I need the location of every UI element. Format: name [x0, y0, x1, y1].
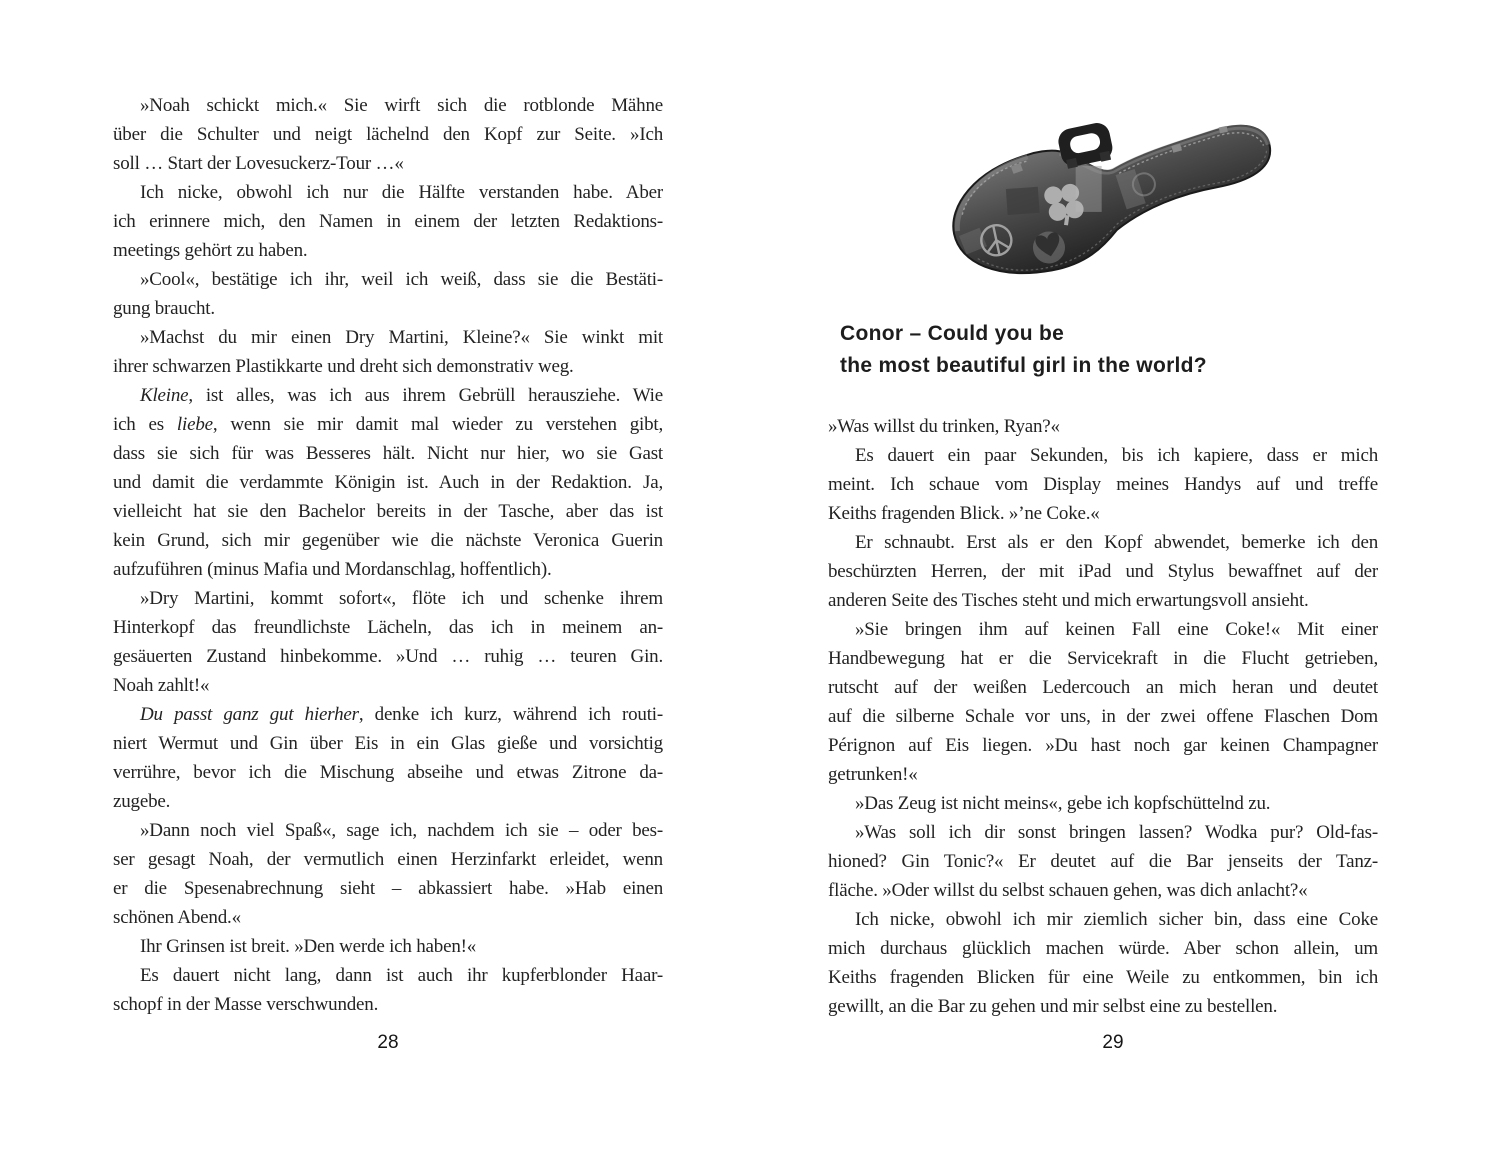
sticker-dark-square [1006, 187, 1040, 215]
text-line [113, 410, 663, 439]
body-text: Noah zahlt!« [113, 675, 210, 696]
body-text: vielleicht hat sie den Bachelor bereits in der Tasche, aber das ist [113, 501, 663, 522]
text-line [113, 91, 663, 120]
chapter-heading [840, 318, 1400, 382]
body-text: getrunken!« [828, 764, 918, 785]
text-line [113, 758, 663, 787]
body-text: Handbewegung hat er die Servicekraft in die Flucht getrieben, [828, 648, 1378, 669]
text-line [113, 526, 663, 555]
paragraph [828, 905, 1378, 1021]
body-text: »Noah schickt mich.« Sie wirft sich die rotblonde Mähne [140, 95, 663, 116]
body-text: gewillt, an die Bar zu gehen und mir selbst eine zu bestellen. [828, 996, 1278, 1017]
paragraph [113, 265, 663, 323]
text-line [828, 412, 1378, 441]
text-line [113, 729, 663, 758]
body-text: meint. Ich schaue vom Display meines Handys auf und treffe [828, 474, 1378, 495]
text-line [113, 178, 663, 207]
paragraph [113, 932, 663, 961]
text-line [113, 613, 663, 642]
body-text: niert Wermut und Gin über Eis in ein Glas gieße und vorsichtig [113, 733, 663, 754]
paragraph [113, 178, 663, 265]
body-text: gung braucht. [113, 298, 215, 319]
text-line [828, 615, 1378, 644]
text-line [113, 381, 663, 410]
text-line [113, 352, 663, 381]
italic-text: Du passt ganz gut hierher [140, 704, 359, 725]
text-line [828, 528, 1378, 557]
body-text: kein Grund, sich mir gegenüber wie die nächste Veronica Guerin [113, 530, 663, 551]
body-text: auf die silberne Schale vor uns, in der zwei offene Flaschen Dom [828, 706, 1378, 727]
body-text: »Was soll ich dir sonst bringen lassen? Wodka pur? Old-fas- [855, 822, 1378, 843]
chapter-heading-line2: the most beautiful girl in the world? [840, 354, 1207, 377]
text-line [113, 990, 663, 1019]
left-page-text-column [113, 91, 663, 1019]
text-line [113, 700, 663, 729]
body-text: soll … Start der Lovesuckerz-Tour …« [113, 153, 404, 174]
body-text: zugebe. [113, 791, 171, 812]
body-text: »Was willst du trinken, Ryan?« [828, 416, 1060, 437]
text-line [828, 818, 1378, 847]
body-text: »Sie bringen ihm auf keinen Fall eine Coke!« Mit einer [855, 619, 1378, 640]
text-line [113, 294, 663, 323]
text-line [828, 441, 1378, 470]
body-text: »Cool«, bestätige ich ihr, weil ich weiß, dass sie die Bestäti- [140, 269, 663, 290]
body-text: rutscht auf der weißen Ledercouch an mich heran und deutet [828, 677, 1378, 698]
body-text: hioned? Gin Tonic?« Er deutet auf die Bar jenseits der Tanz- [828, 851, 1378, 872]
text-line [113, 671, 663, 700]
text-line [113, 932, 663, 961]
text-line [828, 499, 1378, 528]
body-text: gesäuerten Zustand hinbekomme. »Und … ruhig … teuren Gin. [113, 646, 663, 667]
body-text: beschürzten Herren, der mit iPad und Stylus bewaffnet auf der [828, 561, 1378, 582]
body-text: ich erinnere mich, den Namen in einem der letzten Redaktions- [113, 211, 663, 232]
body-text: fläche. »Oder willst du selbst schauen gehen, was dich anlacht?« [828, 880, 1308, 901]
body-text: Es dauert nicht lang, dann ist auch ihr kupferblonder Haar- [140, 965, 663, 986]
paragraph [113, 961, 663, 1019]
body-text: Ihr Grinsen ist breit. »Den werde ich haben!« [140, 936, 477, 957]
text-line [113, 468, 663, 497]
text-line [113, 874, 663, 903]
text-line [828, 789, 1378, 818]
text-line [828, 876, 1378, 905]
text-line [828, 963, 1378, 992]
body-text: »Das Zeug ist nicht meins«, gebe ich kopfschüttelnd zu. [855, 793, 1271, 814]
body-text: ser gesagt Noah, der vermutlich einen Herzinfarkt erleidet, wenn [113, 849, 663, 870]
text-line [113, 439, 663, 468]
body-text: Er schnaubt. Erst als er den Kopf abwendet, bemerke ich den [855, 532, 1378, 553]
text-line [113, 207, 663, 236]
text-line [828, 905, 1378, 934]
paragraph [113, 323, 663, 381]
body-text: verrühre, bevor ich die Mischung abseihe und etwas Zitrone da- [113, 762, 663, 783]
text-line [828, 934, 1378, 963]
guitar-case-image [928, 82, 1308, 317]
body-text: ich es [113, 414, 177, 435]
body-text: Es dauert ein paar Sekunden, bis ich kapiere, dass er mich [855, 445, 1378, 466]
body-text: »Dry Martini, kommt sofort«, flöte ich und schenke ihrem [140, 588, 663, 609]
body-text: schopf in der Masse verschwunden. [113, 994, 379, 1015]
body-text: Pérignon auf Eis liegen. »Du hast noch gar keinen Champagner [828, 735, 1378, 756]
text-line [828, 702, 1378, 731]
text-line [113, 236, 663, 265]
italic-text: liebe [176, 414, 213, 435]
text-line [828, 586, 1378, 615]
body-text: »Machst du mir einen Dry Martini, Kleine?« Sie winkt mit [140, 327, 663, 348]
text-line [113, 120, 663, 149]
text-line [828, 644, 1378, 673]
text-line [113, 497, 663, 526]
body-text: Keiths fragenden Blick. »’ne Coke.« [828, 503, 1100, 524]
text-line [113, 584, 663, 613]
paragraph [828, 412, 1378, 441]
right-page-text-column [828, 412, 1378, 1021]
body-text: anderen Seite des Tisches steht und mich erwartungsvoll ansieht. [828, 590, 1309, 611]
body-text: und damit die verdammte Königin ist. Auch in der Redaktion. Ja, [113, 472, 663, 493]
body-text: , wenn sie mir damit mal wieder zu verstehen gibt, [212, 414, 663, 435]
text-line [113, 845, 663, 874]
paragraph [828, 818, 1378, 905]
handle [1056, 121, 1115, 170]
body-text: , ist alles, was ich aus ihrem Gebrüll herausziehe. Wie [188, 385, 663, 406]
body-text: schönen Abend.« [113, 907, 241, 928]
text-line [113, 265, 663, 294]
chapter-heading-line1: Conor – Could you be [840, 322, 1065, 345]
text-line [828, 557, 1378, 586]
body-text: Hinterkopf das freundlichste Lächeln, das ich in meinem an- [113, 617, 663, 638]
text-line [828, 992, 1378, 1021]
body-text: aufzuführen (minus Mafia und Mordanschlag, hoffentlich). [113, 559, 552, 580]
right-page-number: 29 [1102, 1032, 1124, 1053]
paragraph [828, 528, 1378, 615]
paragraph [113, 91, 663, 178]
body-text: dass sie sich für was Besseres hält. Nicht nur hier, wo sie Gast [113, 443, 663, 464]
body-text: Ich nicke, obwohl ich mir ziemlich sicher bin, dass eine Coke [855, 909, 1378, 930]
guitar-case-illustration [928, 82, 1308, 317]
text-line [113, 555, 663, 584]
text-line [113, 903, 663, 932]
text-line [828, 470, 1378, 499]
body-text: mich durchaus glücklich machen würde. Aber schon allein, um [828, 938, 1378, 959]
text-line [828, 731, 1378, 760]
body-text: meetings gehört zu haben. [113, 240, 308, 261]
text-line [828, 673, 1378, 702]
text-line [113, 149, 663, 178]
italic-text: Kleine [140, 385, 189, 406]
paragraph [828, 441, 1378, 528]
paragraph [828, 615, 1378, 789]
body-text: ihrer schwarzen Plastikkarte und dreht sich demonstrativ weg. [113, 356, 574, 377]
body-text: er die Spesenabrechnung sieht – abkassiert habe. »Hab einen [113, 878, 663, 899]
paragraph [828, 789, 1378, 818]
text-line [113, 961, 663, 990]
left-page-number: 28 [377, 1032, 399, 1053]
text-line [113, 642, 663, 671]
text-line [113, 816, 663, 845]
body-text: Ich nicke, obwohl ich nur die Hälfte verstanden habe. Aber [140, 182, 663, 203]
body-text: Keiths fragenden Blicken für eine Weile zu entkommen, bin ich [828, 967, 1378, 988]
body-text: »Dann noch viel Spaß«, sage ich, nachdem ich sie – oder bes- [140, 820, 663, 841]
text-line [828, 847, 1378, 876]
text-line [113, 323, 663, 352]
paragraph [113, 584, 663, 700]
paragraph [113, 700, 663, 816]
text-line [828, 760, 1378, 789]
text-line [113, 787, 663, 816]
paragraph [113, 381, 663, 584]
body-text: über die Schulter und neigt lächelnd den Kopf zur Seite. »Ich [113, 124, 663, 145]
body-text: , denke ich kurz, während ich routi- [358, 704, 663, 725]
paragraph [113, 816, 663, 932]
